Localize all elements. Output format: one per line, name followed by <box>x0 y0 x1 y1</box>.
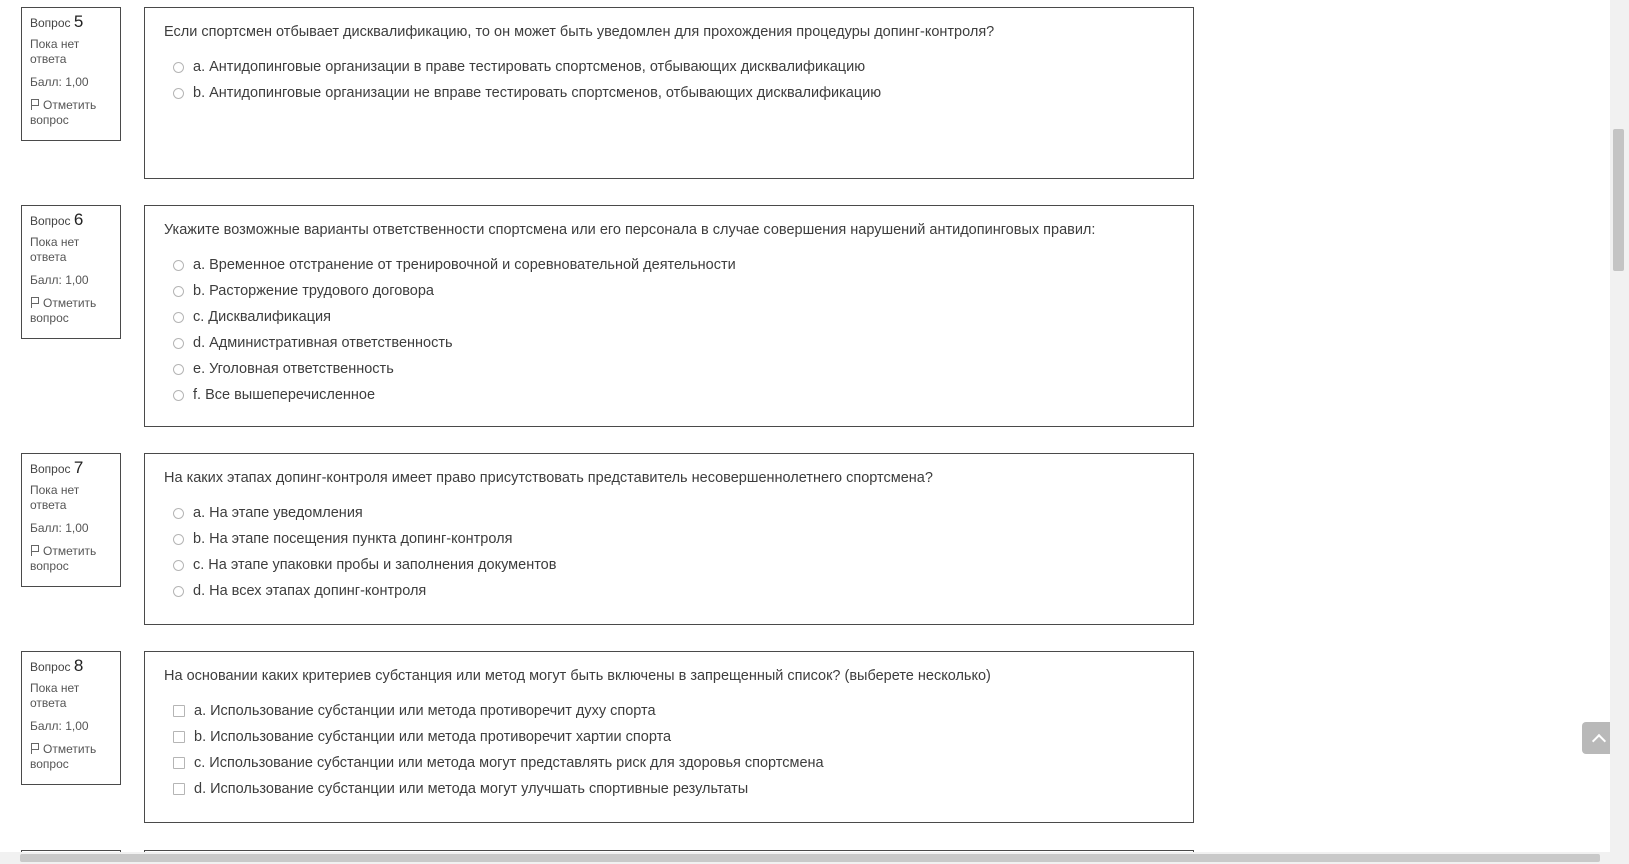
checkbox[interactable] <box>173 705 185 717</box>
question-label: Вопрос <box>30 214 71 228</box>
question-info-6 <box>21 205 121 339</box>
radio-button[interactable] <box>173 260 184 271</box>
scrollbar-thumb[interactable] <box>1613 129 1624 271</box>
question-text: Укажите возможные варианты ответственности спортсмена или его персонала в случае совершения нарушений антидопинговых правил: <box>164 222 1096 238</box>
question-number <box>30 460 112 477</box>
radio-button[interactable] <box>173 364 184 375</box>
answer-label: c. Дисквалификация <box>193 309 331 325</box>
flag-icon <box>30 743 40 754</box>
flag-question-button[interactable] <box>30 296 112 326</box>
question-number-value: 8 <box>73 656 84 675</box>
flag-question-button[interactable] <box>30 98 112 128</box>
answer-label: b. Расторжение трудового договора <box>193 283 434 299</box>
radio-button[interactable] <box>173 88 184 99</box>
answer-label: f. Все вышеперечисленное <box>193 387 376 403</box>
answer-option[interactable] <box>164 578 1174 604</box>
answer-label: d. Использование субстанции или метода могут улучшать спортивные результаты <box>194 781 749 797</box>
question-text: На каких этапах допинг-контроля имеет право присутствовать представитель несовершеннолетнего спортсмена? <box>164 470 933 486</box>
question-content-7 <box>144 453 1194 625</box>
answer-option[interactable] <box>164 552 1174 578</box>
horizontal-scrollbar[interactable] <box>0 852 1629 864</box>
answer-label: c. Использование субстанции или метода могут представлять риск для здоровья спортсмена <box>194 755 824 771</box>
answer-label: c. На этапе упаковки пробы и заполнения документов <box>193 557 557 573</box>
answer-label: a. Использование субстанции или метода противоречит духу спорта <box>194 703 656 719</box>
question-info-7 <box>21 453 121 587</box>
question-number-value: 7 <box>73 458 84 477</box>
question-state: Пока нет ответа <box>30 483 80 512</box>
answer-option[interactable] <box>164 500 1174 526</box>
checkbox[interactable] <box>173 757 185 769</box>
answer-label: b. На этапе посещения пункта допинг-контроля <box>193 531 513 547</box>
checkbox[interactable] <box>173 731 185 743</box>
radio-button[interactable] <box>173 534 184 545</box>
question-text: Если спортсмен отбывает дисквалификацию, то он может быть уведомлен для прохождения процедуры допинг-контроля? <box>164 24 995 40</box>
answer-option[interactable] <box>164 526 1174 552</box>
answer-label: d. На всех этапах допинг-контроля <box>193 583 427 599</box>
question-label: Вопрос <box>30 16 71 30</box>
answer-label: a. На этапе уведомления <box>193 505 363 521</box>
answer-label: e. Уголовная ответственность <box>193 361 394 377</box>
chevron-up-icon <box>1592 734 1606 748</box>
radio-button[interactable] <box>173 286 184 297</box>
vertical-scrollbar[interactable] <box>1610 0 1629 852</box>
answer-label: b. Антидопинговые организации не вправе тестировать спортсменов, отбывающих дисквалификацию <box>193 85 882 101</box>
question-content-6 <box>144 205 1194 427</box>
answer-list <box>164 54 1174 106</box>
question-label: Вопрос <box>30 462 71 476</box>
radio-button[interactable] <box>173 560 184 571</box>
radio-button[interactable] <box>173 508 184 519</box>
answer-label: b. Использование субстанции или метода противоречит хартии спорта <box>194 729 672 745</box>
flag-icon <box>30 297 40 308</box>
answer-label: d. Административная ответственность <box>193 335 453 351</box>
answer-option[interactable] <box>164 724 1174 750</box>
question-content-8 <box>144 651 1194 823</box>
answer-option[interactable] <box>164 776 1174 802</box>
answer-label: a. Антидопинговые организации в праве тестировать спортсменов, отбывающих дисквалификацию <box>193 59 866 75</box>
answer-option[interactable] <box>164 750 1174 776</box>
question-label: Вопрос <box>30 660 71 674</box>
answer-list <box>164 698 1174 802</box>
flag-label: Отметить вопрос <box>30 742 97 771</box>
question-number-value: 6 <box>73 210 84 229</box>
radio-button[interactable] <box>173 62 184 73</box>
flag-label: Отметить вопрос <box>30 544 97 573</box>
question-number <box>30 658 112 675</box>
flag-icon <box>30 99 40 110</box>
answer-list <box>164 252 1174 408</box>
answer-option[interactable] <box>164 356 1174 382</box>
answer-option[interactable] <box>164 54 1174 80</box>
radio-button[interactable] <box>173 312 184 323</box>
flag-question-button[interactable] <box>30 742 112 772</box>
answer-option[interactable] <box>164 252 1174 278</box>
question-info-8 <box>21 651 121 785</box>
answer-option[interactable] <box>164 382 1174 408</box>
answer-label: a. Временное отстранение от тренировочной и соревновательной деятельности <box>193 257 736 273</box>
question-grade: Балл: 1,00 <box>30 273 89 287</box>
question-state: Пока нет ответа <box>30 235 80 264</box>
checkbox[interactable] <box>173 783 185 795</box>
answer-list <box>164 500 1174 604</box>
flag-label: Отметить вопрос <box>30 296 97 325</box>
answer-option[interactable] <box>164 330 1174 356</box>
question-number <box>30 14 112 31</box>
question-grade: Балл: 1,00 <box>30 521 89 535</box>
answer-option[interactable] <box>164 278 1174 304</box>
flag-icon <box>30 545 40 556</box>
question-text: На основании каких критериев субстанция или метод могут быть включены в запрещенный список? (выберете несколько) <box>164 668 991 684</box>
question-number-value: 5 <box>73 12 84 31</box>
flag-label: Отметить вопрос <box>30 98 97 127</box>
question-grade: Балл: 1,00 <box>30 75 89 89</box>
question-info-5 <box>21 7 121 141</box>
flag-question-button[interactable] <box>30 544 112 574</box>
question-number <box>30 212 112 229</box>
scrollbar-thumb[interactable] <box>20 854 1600 862</box>
radio-button[interactable] <box>173 390 184 401</box>
answer-option[interactable] <box>164 304 1174 330</box>
question-content-5 <box>144 7 1194 179</box>
question-state: Пока нет ответа <box>30 681 80 710</box>
answer-option[interactable] <box>164 80 1174 106</box>
radio-button[interactable] <box>173 338 184 349</box>
question-grade: Балл: 1,00 <box>30 719 89 733</box>
radio-button[interactable] <box>173 586 184 597</box>
question-state: Пока нет ответа <box>30 37 80 66</box>
answer-option[interactable] <box>164 698 1174 724</box>
